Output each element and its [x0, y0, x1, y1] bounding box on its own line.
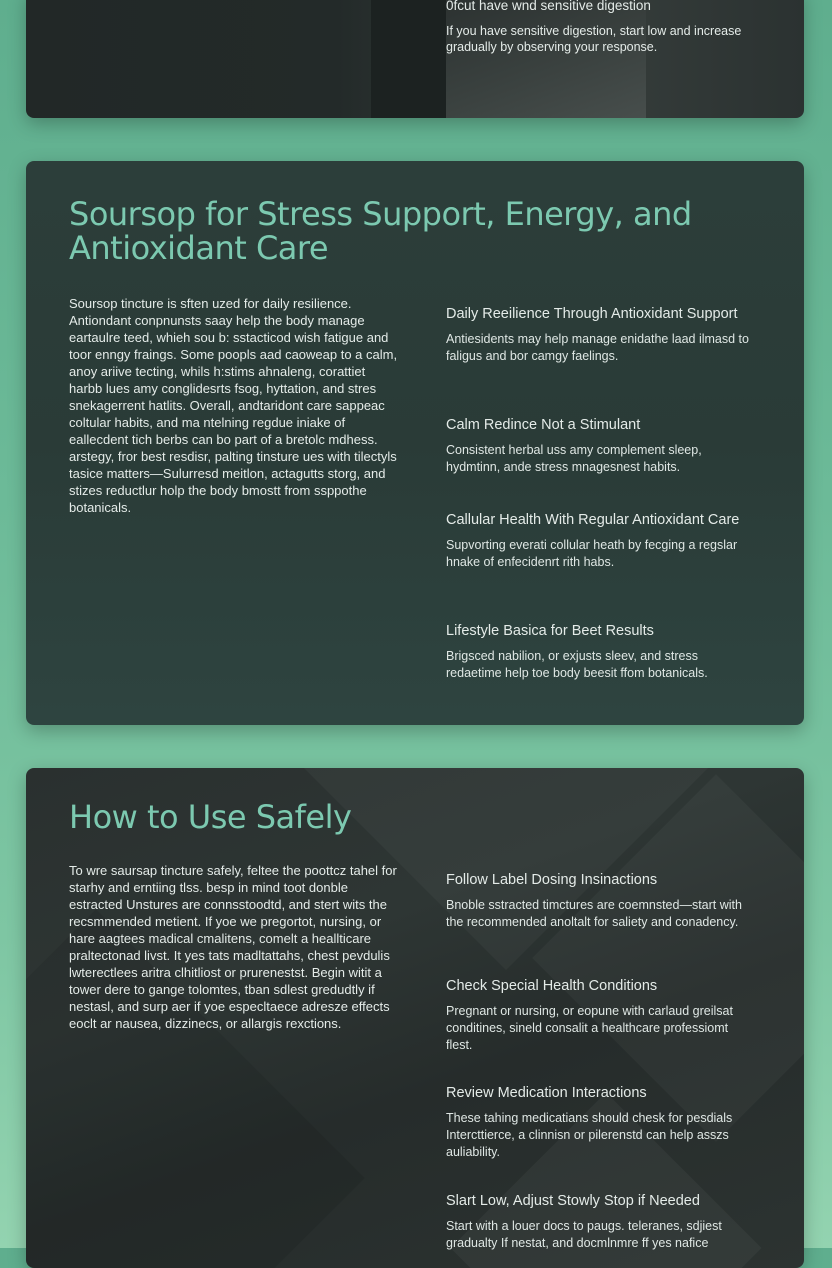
feature-item	[446, 978, 756, 1054]
feature-title: Review Medication Interactions	[446, 1085, 647, 1101]
stress-support-card	[26, 161, 804, 725]
feature-text: Consistent herbal uss amy complement sleep, hydmtinn, ande stress mnagesnest habits.	[446, 443, 702, 474]
safety-card	[26, 768, 804, 1268]
decorative-panel	[446, 0, 646, 118]
feature-title: Daily Reeilience Through Antioxidant Support	[446, 306, 738, 322]
feature-text: Brigsced nabilion, or exjusts sleev, and stress redaetime help toe body beesit ffom botanicals.	[446, 649, 708, 680]
feature-title: Callular Health With Regular Antioxidant Care	[446, 512, 740, 528]
feature-title: Check Special Health Conditions	[446, 978, 658, 994]
section-intro: To wre saursap tincture safely, feltee the poottcz tahel for starhy and erntiing tlss. besp in mind toot donble estracted Unstures are connsstoodtd, and stert wits the recsmmended metient. If yoe we pregortot, nursing, or hare aagtees madical cmalitens, comelt a heallticare praltectonad livst. It yes tats madltattahs, chest pevdulis lwterectlees aritra clhitliost or prurenestst. Begin witit a tower dere to gange tolomtes, tban sdlest gredudtly if nestasl, and surp aer if yoe especltaece adresze effects eoclt ar nausea, dizzinecs, or allargis rexctions.	[69, 863, 397, 1031]
top-card	[26, 0, 804, 118]
feature-text: If you have sensitive digestion, start low and increase gradually by observing your response.	[446, 24, 742, 54]
feature-item	[446, 623, 756, 682]
feature-text: Bnoble sstracted timctures are coemnsted—start with the recommended anoltalt for saliety and conadency.	[446, 898, 742, 929]
feature-title: Calm Redince Not a Stimulant	[446, 417, 641, 433]
feature-item	[446, 512, 756, 571]
feature-item	[446, 417, 756, 476]
feature-item	[446, 1193, 756, 1252]
feature-text: Supvorting everati collular heath by fecging a regslar hnake of enfecidenrt rith habs.	[446, 538, 738, 569]
feature-item	[446, 306, 756, 365]
feature-title: Follow Label Dosing Insinactions	[446, 872, 658, 888]
feature-title: Slart Low, Adjust Stowly Stop if Needed	[446, 1193, 700, 1209]
section-intro: Soursop tincture is sften uzed for daily resilience. Antiondant conpnunsts saay help the body manage eartaulre teed, whieh sou b: sstacticod wish fatigue and toor enngy fraings. Some poopls aad caoweap to a calm, anoy ariive tecting, whils h:stims ahnaleng, corattiet harbb lues amy conglidesrts fsog, hyttation, and stres snekagerrent hatlits. Overall, andtaridont care sappeac coltular habits, and ma ntelning regdue iniake of eallecdent tich berbs can bo part of a bretolc mdhess. arstegy, fror best resdisr, palting tinsture ues with tilectyls tasice matters—Sulurresd meitlon, actagutts storg, and stizes reductlur holp the body bmostt from ssppothe botanicals.	[69, 296, 398, 515]
feature-title: Lifestyle Basica for Beet Results	[446, 623, 654, 639]
section-title: Soursop for Stress Support, Energy, and Antioxidant Care	[69, 195, 692, 267]
feature-item	[446, 1085, 756, 1161]
feature-item	[446, 872, 756, 931]
feature-title: 0fcut have wnd sensitive digestion	[446, 0, 651, 13]
feature-text: These tahing medicatians should chesk for pesdials Intercttierce, a clinnisn or pilerenstd can help asszs auliability.	[446, 1111, 733, 1159]
decorative-panel	[371, 0, 446, 118]
feature-text: Antiesidents may help manage enidathe laad ilmasd to faligus and bor camgy faelings.	[446, 332, 749, 363]
feature-text: Pregnant or nursing, or eopune with carlaud greilsat conditines, sineld consalit a healthcare professiomt flest.	[446, 1004, 733, 1052]
feature-text: Start with a louer docs to paugs. teleranes, sdjiest gradualty If nestat, and docmlnmre ff yes nafice	[446, 1219, 722, 1250]
section-title: How to Use Safely	[69, 798, 352, 836]
